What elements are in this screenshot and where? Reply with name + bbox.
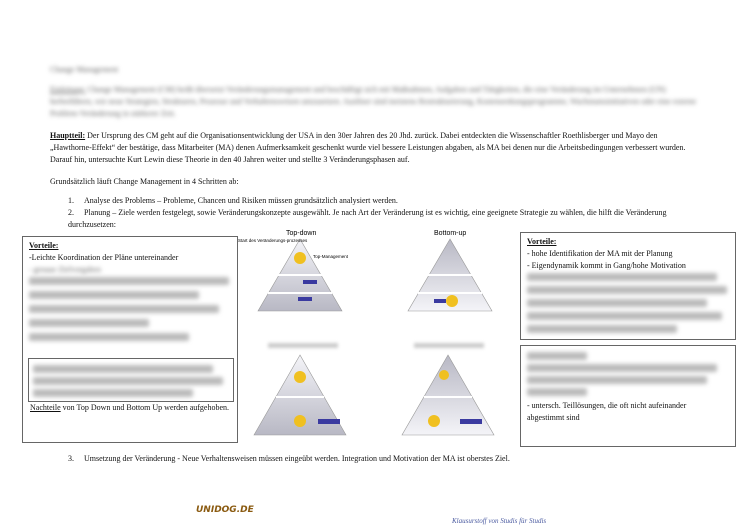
right-box-line2: - Eigendynamik kommt in Gang/hohe Motivation xyxy=(527,261,686,270)
blurred-line xyxy=(527,312,722,320)
blurred-line xyxy=(527,364,717,372)
blurred-line xyxy=(33,389,193,397)
footer-text: Klausurstoff von Studis für Studis xyxy=(452,517,547,525)
sun-icon xyxy=(294,415,306,427)
blurred-line xyxy=(527,273,717,281)
left-box-line1: -Leichte Koordination der Pläne untereinander xyxy=(29,253,179,262)
nachteile-word: Nachteile xyxy=(30,403,61,412)
multiple-nucleus-pyramid xyxy=(402,343,494,435)
top-mgmt-label: Top-Management xyxy=(313,254,349,259)
hauptteil-label: Hauptteil: xyxy=(50,131,86,140)
nachteile-text: von Top Down und Bottom Up werden aufgehoben. xyxy=(60,403,230,412)
left-box-nachteile xyxy=(30,402,230,414)
einleitung-label: Einleitung: xyxy=(50,85,86,94)
step-1 xyxy=(68,195,698,207)
step-3 xyxy=(68,453,718,465)
step-number: 1. xyxy=(68,196,74,205)
blurred-line xyxy=(29,305,219,313)
right-box-bottom2: abgestimmt sind xyxy=(527,413,580,422)
sun-icon xyxy=(446,295,458,307)
right-box-title: Vorteile: xyxy=(527,237,557,246)
sun-icon xyxy=(294,371,306,383)
right-vorteile-box xyxy=(520,232,736,340)
bottom-up-pyramid xyxy=(408,230,492,311)
sun-icon xyxy=(294,252,306,264)
right-nachteile-box xyxy=(520,345,736,447)
blurred-line xyxy=(29,291,199,299)
intro-paragraph xyxy=(50,84,700,120)
blurred-line xyxy=(29,333,189,341)
left-box-line2: - genaue Zielvorgaben xyxy=(29,265,101,274)
blurred-line xyxy=(33,377,223,385)
top-down-pyramid xyxy=(238,230,349,311)
step-text: Analyse des Problems – Probleme, Chancen und Risiken müssen grundsätzlich analysiert werden. xyxy=(84,196,398,205)
einleitung-text: Change Management (CM) heißt übersetzt Veränderungsmanagement und beschäftigt sich mit Maßnahmen, Aufgaben und Tätigkeiten, die eine Veränderung im Unternehmen (UN) herbeiführen, wie neue Strategien, Strukturen, Prozesse und Verhaltensweisen umzusetzen. Auslöser sind meistens Restrukturierung, Kostensenkungsprogramme, Wachstumsinitiativen oder eine externe Problem-Veränderung in stärkerer Zeit. xyxy=(50,85,697,118)
step-number: 2. xyxy=(68,208,74,217)
blurred-line xyxy=(527,352,587,360)
gegenstrom-pyramid xyxy=(254,343,346,435)
sun-icon xyxy=(439,370,449,380)
start-label: Start des Veränderungs-prozesses xyxy=(238,238,308,243)
blurred-line xyxy=(33,365,213,373)
step-text: Planung – Ziele werden festgelegt, sowie Veränderungskonzepte ausgewählt. Je nach Art der Veränderung ist es wichtig, eine geeignete Strategie zu wählen, die hilft die Veränderung durchzusetzen: xyxy=(68,208,667,229)
steps-intro: Grundsätzlich läuft Change Management in 4 Schritten ab: xyxy=(50,177,239,186)
step-number: 3. xyxy=(68,454,74,463)
footer-logo: UNIDOG.DE xyxy=(196,505,254,515)
hauptteil-paragraph xyxy=(50,130,700,166)
blurred-line xyxy=(527,325,677,333)
blurred-line xyxy=(527,286,727,294)
right-box-bottom1: - untersch. Teillösungen, die oft nicht aufeinander xyxy=(527,401,687,410)
blurred-line xyxy=(29,277,229,285)
top-down-label: Top-down xyxy=(286,230,317,237)
bottom-up-label: Bottom-up xyxy=(434,230,467,237)
blurred-line xyxy=(29,319,149,327)
blurred-line xyxy=(527,388,587,396)
right-box-line1: - hohe Identifikation der MA mit der Planung xyxy=(527,249,673,258)
left-inner-blurred-box xyxy=(28,358,234,402)
page-title: Change Management xyxy=(50,65,119,74)
left-box-title: Vorteile: xyxy=(29,241,59,250)
sun-icon xyxy=(428,415,440,427)
step-text: Umsetzung der Veränderung - Neue Verhaltensweisen müssen eingeübt werden. Integration und Motivation der MA ist oberstes Ziel. xyxy=(84,454,510,463)
hauptteil-text: Der Ursprung des CM geht auf die Organisationsentwicklung der USA in den 30er Jahren des 20 Jhd. zurück. Dabei entdeckten die Wissenschaftler Roethlisberger und Mayo den „Hawthorne-Effekt“ der bestätige, dass Mitarbeiter (MA) denen Aufmerksamkeit geschenkt wurde viel bessere Leistungen abgaben, als MA bei denen nur die Arbeitsbedingungen verbessert wurden. Darauf hin, untersuchte Kurt Lewin diese Theorie in den 40 Jahren weiter und stellte 3 Veränderungsphasen auf. xyxy=(50,131,686,164)
strategy-pyramids-diagram xyxy=(238,225,520,447)
blurred-line xyxy=(527,299,707,307)
blurred-line xyxy=(527,376,707,384)
